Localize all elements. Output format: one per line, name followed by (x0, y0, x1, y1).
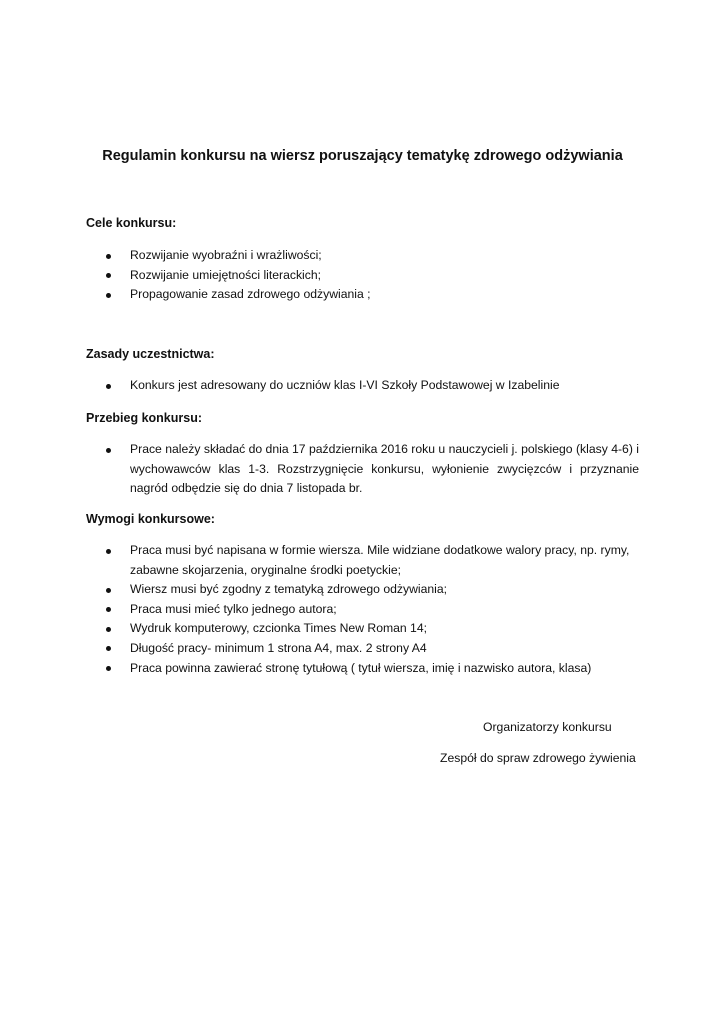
list-item: Prace należy składać do dnia 17 października 2016 roku u nauczycieli j. polskiego (klasy 4-6) i wychowawców klas 1-3. Rozstrzygnięcie konkursu, wyłonienie zwycięzców i przyznanie nagród odbędzie się do dnia 7 listopada br. (86, 440, 639, 499)
signature-organizers: Organizatorzy konkursu (483, 720, 612, 734)
signature-team: Zespół do spraw zdrowego żywienia (440, 751, 636, 765)
document-title: Regulamin konkursu na wiersz poruszający tematykę zdrowego odżywiania (102, 148, 623, 164)
bullet-icon (106, 627, 111, 632)
section-heading-przebieg: Przebieg konkursu: (86, 411, 202, 425)
list-item: Wydruk komputerowy, czcionka Times New Roman 14; (86, 619, 639, 639)
bullet-icon (106, 384, 111, 389)
list-item: Praca musi być napisana w formie wiersza. Mile widziane dodatkowe walory pracy, np. rymy, zabawne skojarzenia, oryginalne środki poetyckie; (86, 541, 639, 580)
list-item: Rozwijanie umiejętności literackich; (86, 266, 639, 286)
list-item: Wiersz musi być zgodny z tematyką zdrowego odżywiania; (86, 580, 639, 600)
bullet-icon (106, 448, 111, 453)
section-heading-cele: Cele konkursu: (86, 216, 177, 230)
bullet-icon (106, 646, 111, 651)
list-item: Rozwijanie wyobraźni i wrażliwości; (86, 246, 639, 266)
list-wymogi (86, 541, 639, 678)
bullet-icon (106, 254, 111, 259)
list-item: Długość pracy- minimum 1 strona A4, max. 2 strony A4 (86, 639, 639, 659)
section-heading-zasady: Zasady uczestnictwa: (86, 347, 215, 361)
list-item: Praca musi mieć tylko jednego autora; (86, 600, 639, 620)
bullet-icon (106, 549, 111, 554)
list-item: Praca powinna zawierać stronę tytułową ( tytuł wiersza, imię i nazwisko autora, klasa) (86, 659, 639, 679)
list-item: Propagowanie zasad zdrowego odżywiania ; (86, 285, 639, 305)
list-przebieg (86, 440, 639, 499)
list-cele (86, 246, 639, 305)
list-zasady (86, 376, 639, 396)
section-heading-wymogi: Wymogi konkursowe: (86, 512, 215, 526)
bullet-icon (106, 666, 111, 671)
bullet-icon (106, 273, 111, 278)
bullet-icon (106, 588, 111, 593)
bullet-icon (106, 607, 111, 612)
list-item: Konkurs jest adresowany do uczniów klas I-VI Szkoły Podstawowej w Izabelinie (86, 376, 639, 396)
bullet-icon (106, 293, 111, 298)
